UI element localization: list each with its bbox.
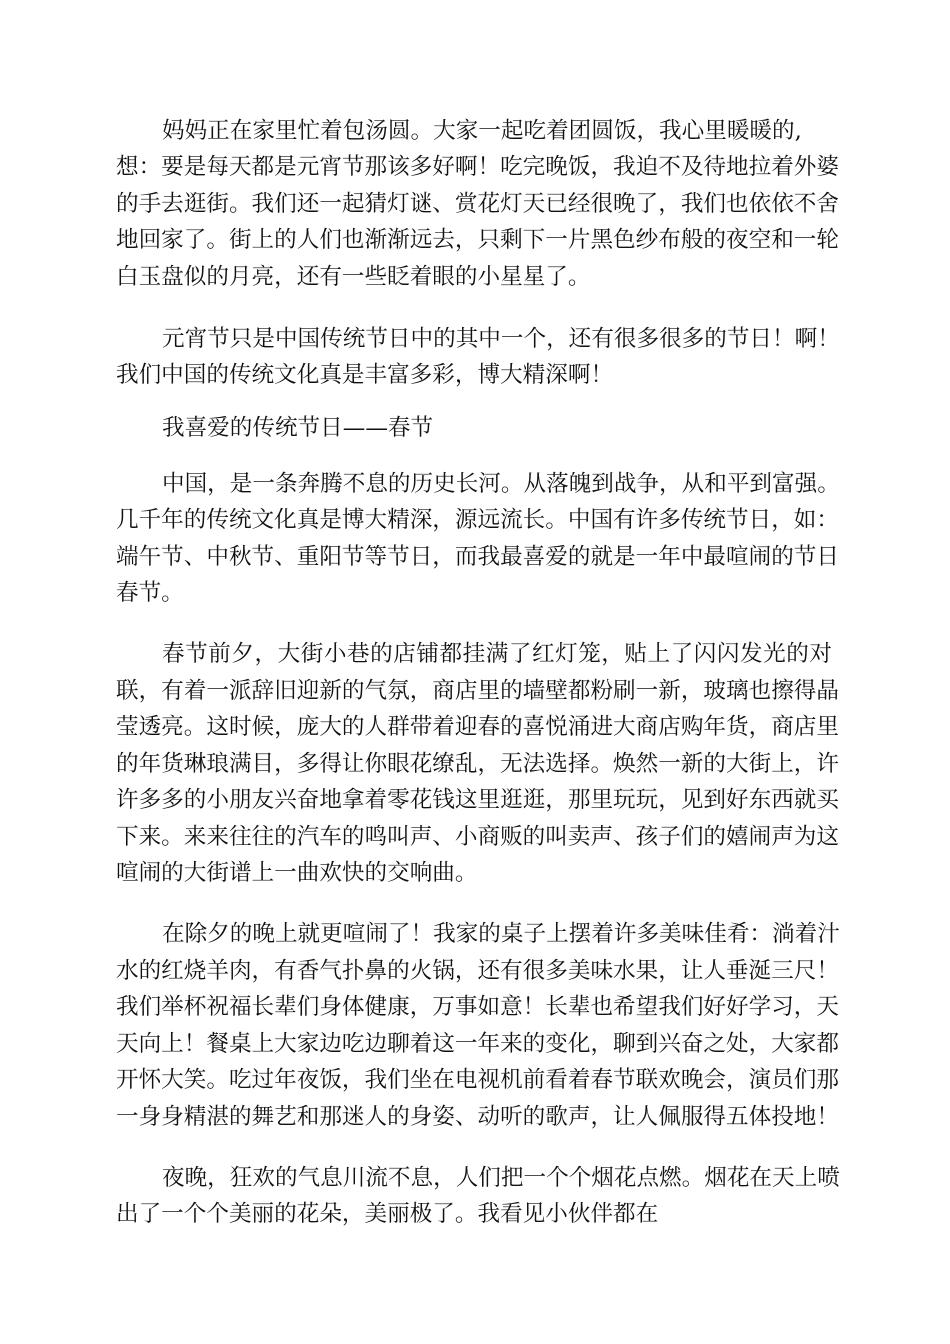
section-heading: 我喜爱的传统节日——春节 (162, 415, 434, 441)
paragraph-1-line-4: 地回家了。街上的人们也渐渐远去，只剩下一片黑色纱布般的夜空和一轮 (116, 227, 839, 253)
paragraph-5-line-1: 在除夕的晚上就更喧闹了！我家的桌子上摆着许多美味佳肴：淌着汁 (162, 921, 840, 947)
paragraph-1-line-5: 白玉盘似的月亮，还有一些眨着眼的小星星了。 (116, 264, 591, 290)
paragraph-2-line-1: 元宵节只是中国传统节日中的其中一个，还有很多很多的节日！啊！ (162, 326, 840, 352)
paragraph-6-line-1: 夜晚，狂欢的气息川流不息，人们把一个个烟花点燃。烟花在天上喷 (162, 1165, 840, 1191)
paragraph-4-line-2: 联，有着一派辞旧迎新的气氛，商店里的墙壁都粉刷一新，玻璃也擦得晶 (116, 678, 839, 704)
paragraph-6-line-2: 出了一个个美丽的花朵，美丽极了。我看见小伙伴都在 (116, 1201, 659, 1227)
paragraph-5-line-2: 水的红烧羊肉，有香气扑鼻的火锅，还有很多美味水果，让人垂涎三尺！ (116, 958, 839, 984)
paragraph-3-line-3: 端午节、中秋节、重阳节等节日，而我最喜爱的就是一年中最喧闹的节日 (116, 544, 839, 570)
paragraph-5-line-5: 开怀大笑。吃过年夜饭，我们坐在电视机前看着春节联欢晚会，演员们那 (116, 1067, 839, 1093)
paragraph-4-line-4: 的年货琳琅满目，多得让你眼花缭乱，无法选择。焕然一新的大街上，许 (116, 751, 839, 777)
paragraph-3-line-2: 几千年的传统文化真是博大精深，源远流长。中国有许多传统节日，如： (116, 507, 839, 533)
paragraph-3-line-1: 中国，是一条奔腾不息的历史长河。从落魄到战争，从和平到富强。 (162, 471, 840, 497)
paragraph-5-line-3: 我们举杯祝福长辈们身体健康，万事如意！长辈也希望我们好好学习，天 (116, 994, 839, 1020)
paragraph-5-line-4: 天向上！餐桌上大家边吃边聊着这一年来的变化，聊到兴奋之处，大家都 (116, 1031, 839, 1057)
paragraph-4-line-3: 莹透亮。这时候，庞大的人群带着迎春的喜悦涌进大商店购年货，商店里 (116, 714, 839, 740)
paragraph-2-line-2: 我们中国的传统文化真是丰富多彩，博大精深啊！ (116, 362, 614, 388)
paragraph-3-line-4: 春节。 (116, 580, 184, 606)
paragraph-1-line-1: 妈妈正在家里忙着包汤圆。大家一起吃着团圆饭，我心里暖暖的, (162, 118, 802, 144)
paragraph-4-line-6: 下来。来来往往的汽车的鸣叫声、小商贩的叫卖声、孩子们的嬉闹声为这 (116, 824, 839, 850)
paragraph-5-line-6: 一身身精湛的舞艺和那迷人的身姿、动听的歌声，让人佩服得五体投地！ (116, 1104, 839, 1130)
paragraph-4-line-5: 许多多的小朋友兴奋地拿着零花钱这里逛逛，那里玩玩，见到好东西就买 (116, 787, 839, 813)
paragraph-4-line-7: 喧闹的大街谱上一曲欢快的交响曲。 (116, 860, 478, 886)
paragraph-1-line-3: 的手去逛街。我们还一起猜灯谜、赏花灯天已经很晚了，我们也依依不舍 (116, 191, 839, 217)
paragraph-4-line-1: 春节前夕，大街小巷的店铺都挂满了红灯笼，贴上了闪闪发光的对 (162, 641, 832, 667)
paragraph-1-line-2: 想：要是每天都是元宵节那该多好啊！吃完晚饭，我迫不及待地拉着外婆 (116, 154, 839, 180)
